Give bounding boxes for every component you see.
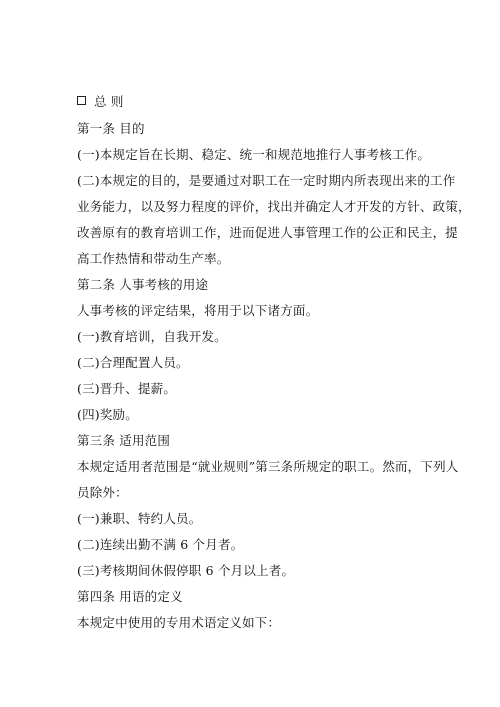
list-item: (三)晋升、提薪。 xyxy=(77,381,177,396)
paragraph-line: 本规定中使用的专用术语定义如下： xyxy=(77,615,281,630)
paragraph-line: (一)本规定旨在长期、稳定、统一和规范地推行人事考核工作。 xyxy=(77,147,431,162)
paragraph-line: 高工作热情和带动生产率。 xyxy=(77,251,230,266)
article-4-title: 第四条 用语的定义 xyxy=(77,589,183,604)
checkbox-bullet-icon xyxy=(77,96,86,105)
paragraph-line: 本规定适用者范围是“就业规则”第三条所规定的职工。然而，下列人 xyxy=(77,459,459,474)
list-item: (一)兼职、特约人员。 xyxy=(77,511,202,526)
list-item: (二)合理配置人员。 xyxy=(77,355,189,370)
article-2-title: 第二条 人事考核的用途 xyxy=(77,277,209,292)
list-item: (四)奖励。 xyxy=(77,407,138,422)
section-heading-text: 总 则 xyxy=(94,94,124,109)
paragraph-line: 改善原有的教育培训工作，进而促进人事管理工作的公正和民主，提 xyxy=(77,225,459,240)
list-item: (一)教育培训，自我开发。 xyxy=(77,329,227,344)
section-heading xyxy=(77,94,124,110)
article-3-title: 第三条 适用范围 xyxy=(77,433,171,448)
paragraph-line: (二)本规定的目的，是要通过对职工在一定时期内所表现出来的工作 xyxy=(77,173,456,188)
paragraph-line: 业务能力，以及努力程度的评价，找出并确定人才开发的方针、政策， xyxy=(77,199,471,214)
list-item: (三)考核期间休假停职 6 个月以上者。 xyxy=(77,563,295,578)
article-1-title: 第一条 目的 xyxy=(77,121,145,136)
list-item: (二)连续出勤不满 6 个月者。 xyxy=(77,537,244,552)
paragraph-line: 人事考核的评定结果，将用于以下诸方面。 xyxy=(77,303,319,318)
paragraph-line: 员除外： xyxy=(77,485,128,500)
